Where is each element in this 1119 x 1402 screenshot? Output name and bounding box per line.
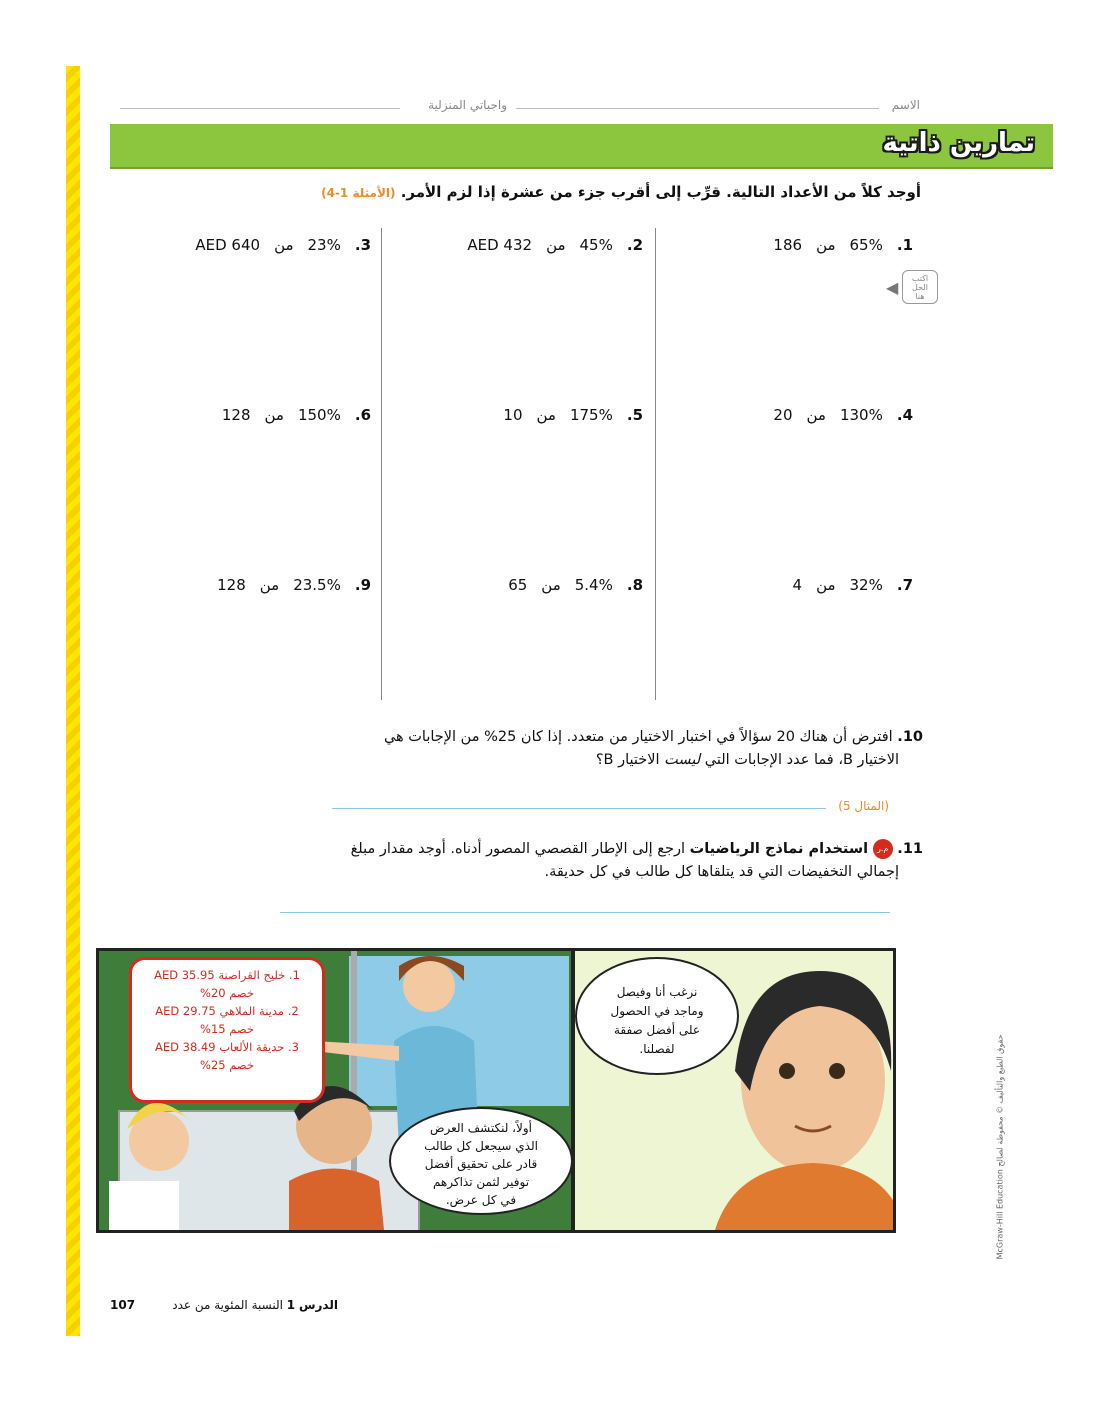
exercise-number: 1. (896, 236, 913, 254)
exercise-of: من (806, 406, 826, 424)
sign-line: 2. مدينة الملاهي AED 29.75 (155, 1004, 299, 1018)
problem-11-title: استخدام نماذج الرياضيات (689, 841, 869, 857)
instructions-text: أوجد كلاً من الأعداد التالية. قرِّب إلى أقرب جزء من عشرة إذا لزم الأمر. (400, 183, 921, 201)
copyright-rights: حقوق الطبع والتأليف © محفوظة لصالح (995, 1034, 1005, 1167)
exercise-of: من (259, 576, 280, 594)
section-banner (110, 124, 1053, 169)
instructions-ref: (الأمثلة 1-4) (321, 186, 396, 200)
bubble-line: الذي سيجعل كل طالب (424, 1139, 538, 1153)
comic-panel-right (572, 948, 896, 1233)
exercise-value: 186 (773, 236, 803, 254)
exercise-number: 2. (626, 236, 643, 254)
write-here-icon (902, 270, 938, 304)
exercise-number: 3. (354, 236, 371, 254)
problem-11-line1: ارجع إلى الإطار القصصي المصور أدناه. أوجد مقدار مبلغ (350, 841, 690, 857)
exercise-of: من (546, 236, 566, 254)
exercise-value: 65 (508, 576, 528, 594)
problem-10 (323, 726, 923, 772)
bubble-line: أولاً، لنكتشف العرض (429, 1121, 533, 1135)
exercise-percent: 32% (849, 576, 883, 594)
exercise-6 (222, 406, 371, 424)
exercise-number: 4. (896, 406, 913, 424)
exercise-of: من (816, 236, 836, 254)
exercise-value: 10 (503, 406, 523, 424)
exercise-number: 5. (626, 406, 643, 424)
bubble-line: على أفضل صفقة (613, 1023, 701, 1037)
problem-11 (283, 838, 923, 884)
write-here-line1: اكتب (911, 274, 929, 283)
column-divider (655, 228, 656, 700)
problem-10-ref: (المثال 5) (838, 799, 889, 813)
answer-line (280, 912, 890, 913)
exercise-value: 4 (792, 576, 803, 594)
copyright-text (995, 1034, 1005, 1260)
problem-number: 10. (897, 729, 923, 745)
exercise-5 (503, 406, 643, 424)
exercise-percent: 23% (307, 236, 341, 254)
section-title: تمارين ذاتية (882, 128, 1035, 158)
name-label: الاسم (891, 98, 920, 112)
exercise-value: 20 (773, 406, 793, 424)
exercise-of: من (541, 576, 561, 594)
exercise-percent: 175% (569, 406, 613, 424)
exercise-percent: 45% (579, 236, 613, 254)
exercise-percent: 150% (297, 406, 341, 424)
exercise-number: 9. (354, 576, 371, 594)
publisher-name: McGraw-Hill Education (995, 1169, 1005, 1260)
problem-10-line1: افترض أن هناك 20 سؤالاً في اختبار الاختيار من متعدد. إذا كان 25% من الإجابات هي (383, 729, 893, 745)
bubble-line: في كل عرض. (445, 1193, 517, 1207)
bubble-line: لفصلنا. (639, 1042, 675, 1056)
lesson-title: النسبة المئوية من عدد (172, 1298, 283, 1312)
write-here-line2: الحل (912, 283, 928, 292)
name-line (516, 108, 879, 109)
exercise-of: من (274, 236, 294, 254)
sign-line: 1. خليج القراصنة AED 35.95 (154, 968, 300, 982)
column-divider (381, 228, 382, 700)
comic-panel-left (96, 948, 574, 1233)
problem-number: 11. (897, 841, 923, 857)
exercise-8 (508, 576, 643, 594)
sign-line: خصم 15% (200, 1022, 254, 1036)
bubble-line: قادر على تحقيق أفضل (424, 1157, 538, 1171)
page-side-strip (66, 66, 80, 1336)
exercise-1 (773, 236, 913, 254)
instructions (321, 183, 921, 201)
footer-lesson (172, 1298, 338, 1312)
footer (110, 1298, 135, 1312)
problem-11-line2: إجمالي التخفيضات التي قد يتلقاها كل طالب في كل حديقة. (544, 864, 899, 880)
exercise-percent: 130% (839, 406, 883, 424)
exercise-2 (467, 236, 643, 254)
exercise-3 (195, 236, 371, 254)
exercise-value: AED 640 (195, 236, 261, 254)
exercise-4 (773, 406, 913, 424)
sign-line: خصم 25% (200, 1058, 254, 1072)
problem-10-emphasis: ليست (664, 752, 701, 768)
sign-line: خصم 20% (200, 986, 254, 1000)
exercise-number: 6. (354, 406, 371, 424)
lesson-label: الدرس (298, 1298, 338, 1312)
problem-10-line2a: الاختيار B، فما عدد الإجابات التي (700, 752, 899, 768)
write-here-line3: هنا (915, 292, 925, 301)
bubble-line: وماجد في الحصول (610, 1004, 704, 1018)
speech-bubble-left (389, 1107, 573, 1215)
sign-line: 3. حديقة الألعاب AED 38.49 (155, 1040, 299, 1054)
exercise-percent: 65% (849, 236, 883, 254)
exercise-value: AED 432 (467, 236, 533, 254)
exercise-number: 7. (896, 576, 913, 594)
math-practice-badge-icon: م.ر (873, 839, 893, 859)
page-number: 107 (110, 1298, 136, 1312)
exercise-of: من (536, 406, 556, 424)
exercise-percent: 23.5% (293, 576, 341, 594)
exercise-of: من (816, 576, 836, 594)
answer-line (332, 808, 826, 809)
exercise-number: 8. (626, 576, 643, 594)
exercise-value: 128 (217, 576, 246, 594)
discount-sign (129, 957, 325, 1103)
exercise-percent: 5.4% (574, 576, 613, 594)
arrow-left-icon: ◀ (886, 278, 899, 297)
exercise-of: من (264, 406, 284, 424)
exercise-value: 128 (221, 406, 251, 424)
lesson-number: 1 (286, 1298, 296, 1312)
bubble-line: نرغب أنا وفيصل (616, 985, 698, 999)
speech-bubble-right (575, 957, 739, 1075)
problem-10-line2c: الاختيار B؟ (595, 752, 665, 768)
homework-line (120, 108, 400, 109)
homework-label: واجباتي المنزلية (428, 98, 507, 112)
exercise-7 (793, 576, 913, 594)
exercise-9 (217, 576, 371, 594)
bubble-line: توفير لثمن تذاكرهم (432, 1175, 530, 1189)
